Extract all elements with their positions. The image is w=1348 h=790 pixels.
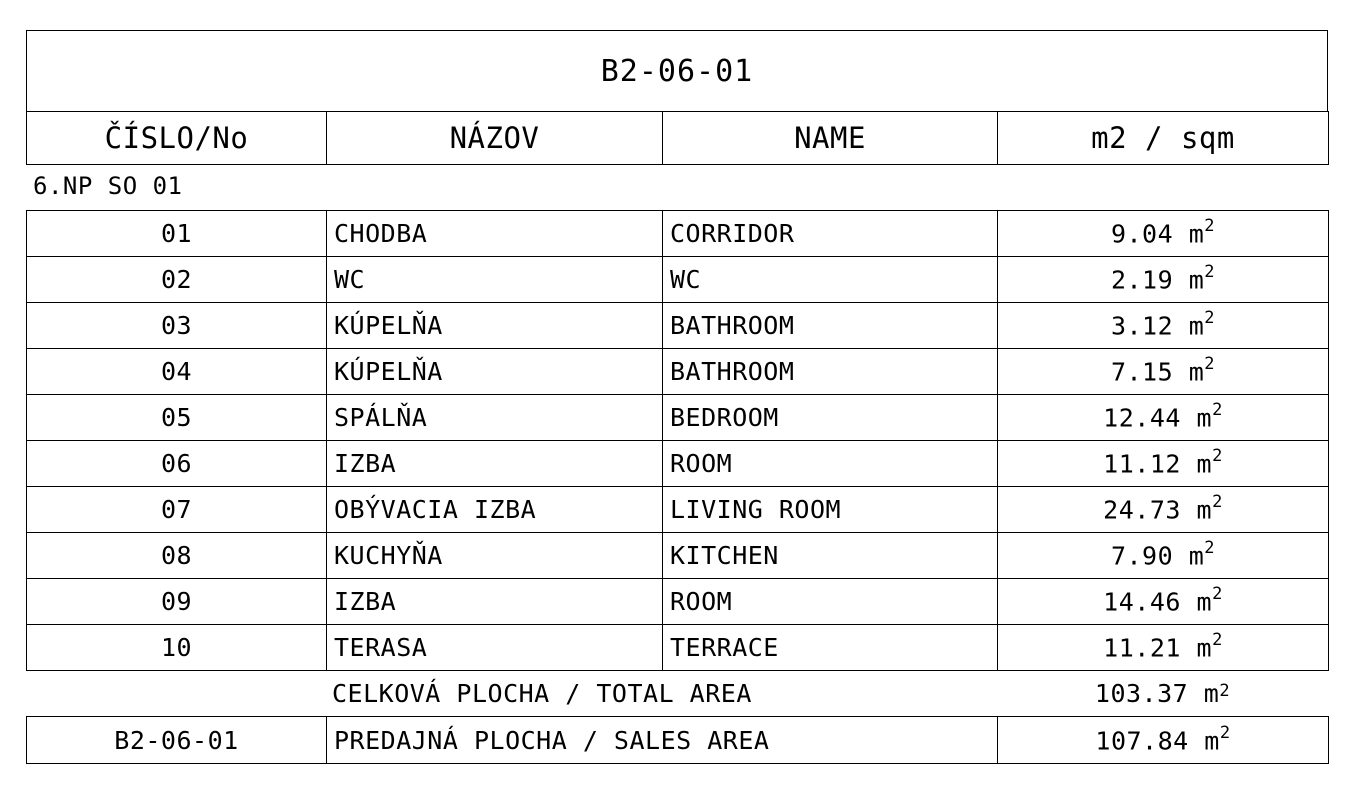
table-row xyxy=(27,487,1329,533)
total-area-exp: 2 xyxy=(1219,681,1231,701)
room-no: 10 xyxy=(27,625,327,671)
room-area-number: 11.12 xyxy=(1103,449,1181,479)
sales-unit-no: B2-06-01 xyxy=(27,717,327,764)
room-area-unit: m xyxy=(1196,403,1213,433)
room-no: 03 xyxy=(27,303,327,349)
room-area-unit: m xyxy=(1196,495,1213,525)
room-name: ROOM xyxy=(663,441,998,487)
header-area: m2 / sqm xyxy=(998,112,1329,165)
room-area-number: 3.12 xyxy=(1110,311,1174,341)
room-area-exp: 2 xyxy=(1204,308,1216,329)
room-area-exp: 2 xyxy=(1212,630,1223,651)
room-name: BEDROOM xyxy=(663,395,998,441)
room-nazov: KÚPELŇA xyxy=(327,303,663,349)
room-area xyxy=(998,395,1329,441)
room-no: 06 xyxy=(27,441,327,487)
room-area-exp: 2 xyxy=(1212,400,1223,421)
header-nazov: NÁZOV xyxy=(327,112,663,165)
room-nazov: OBÝVACIA IZBA xyxy=(327,487,663,533)
sales-area-exp: 2 xyxy=(1219,722,1231,743)
room-area-number: 12.44 xyxy=(1103,403,1181,433)
sales-area-number: 107.84 xyxy=(1095,726,1189,756)
room-area-number: 7.90 xyxy=(1110,541,1174,571)
room-no: 09 xyxy=(27,579,327,625)
table-row xyxy=(27,533,1329,579)
room-area-unit: m xyxy=(1196,449,1213,479)
room-table xyxy=(26,210,1329,671)
room-nazov: IZBA xyxy=(327,579,663,625)
room-area-unit: m xyxy=(1188,357,1205,387)
room-no: 08 xyxy=(27,533,327,579)
sales-area-row xyxy=(26,716,1329,764)
room-nazov: IZBA xyxy=(327,441,663,487)
room-area xyxy=(998,579,1329,625)
table-header xyxy=(26,111,1329,165)
room-area xyxy=(998,211,1329,257)
room-area-unit: m xyxy=(1188,541,1205,571)
room-area-unit: m xyxy=(1188,311,1205,341)
sales-area-value xyxy=(998,717,1329,764)
room-area-number: 14.46 xyxy=(1103,587,1181,617)
header-no: ČÍSLO/No xyxy=(27,112,327,165)
room-area xyxy=(998,303,1329,349)
room-no: 07 xyxy=(27,487,327,533)
room-area xyxy=(998,441,1329,487)
room-area-exp: 2 xyxy=(1212,492,1223,513)
room-area-unit: m xyxy=(1188,219,1205,249)
room-name: LIVING ROOM xyxy=(663,487,998,533)
room-area xyxy=(998,487,1329,533)
room-name: CORRIDOR xyxy=(663,211,998,257)
room-area-exp: 2 xyxy=(1212,584,1223,605)
room-name: TERRACE xyxy=(663,625,998,671)
room-area-number: 9.04 xyxy=(1110,219,1174,249)
room-name: WC xyxy=(663,257,998,303)
room-area-number: 11.21 xyxy=(1103,633,1181,663)
table-row xyxy=(27,349,1329,395)
room-no: 02 xyxy=(27,257,327,303)
room-area xyxy=(998,349,1329,395)
room-area-exp: 2 xyxy=(1204,538,1216,559)
table-row xyxy=(27,395,1329,441)
room-area-exp: 2 xyxy=(1204,354,1216,375)
room-no: 05 xyxy=(27,395,327,441)
room-name: KITCHEN xyxy=(663,533,998,579)
room-no: 01 xyxy=(27,211,327,257)
header-name: NAME xyxy=(663,112,998,165)
room-area-exp: 2 xyxy=(1212,446,1223,467)
sales-area-unit: m xyxy=(1204,726,1220,756)
table-row xyxy=(27,257,1329,303)
room-area-unit: m xyxy=(1196,633,1213,663)
room-area xyxy=(998,257,1329,303)
section-label: 6.NP SO 01 xyxy=(33,172,183,200)
total-area-value xyxy=(997,670,1328,716)
room-area-unit: m xyxy=(1188,265,1205,295)
room-area-unit: m xyxy=(1196,587,1213,617)
room-area-number: 24.73 xyxy=(1103,495,1181,525)
room-name: BATHROOM xyxy=(663,349,998,395)
room-area-number: 7.15 xyxy=(1110,357,1174,387)
room-name: ROOM xyxy=(663,579,998,625)
room-name: BATHROOM xyxy=(663,303,998,349)
room-area-exp: 2 xyxy=(1204,216,1216,237)
room-nazov: WC xyxy=(327,257,663,303)
sales-area-label: PREDAJNÁ PLOCHA / SALES AREA xyxy=(327,717,998,764)
schedule-title: B2-06-01 xyxy=(26,30,1328,112)
room-nazov: SPÁLŇA xyxy=(327,395,663,441)
total-area-number: 103.37 xyxy=(1094,678,1189,708)
table-row xyxy=(27,441,1329,487)
room-area xyxy=(998,625,1329,671)
total-area-label: CELKOVÁ PLOCHA / TOTAL AREA xyxy=(332,678,752,708)
room-nazov: KÚPELŇA xyxy=(327,349,663,395)
room-area xyxy=(998,533,1329,579)
room-nazov: KUCHYŇA xyxy=(327,533,663,579)
room-nazov: CHODBA xyxy=(327,211,663,257)
room-area-number: 2.19 xyxy=(1110,265,1174,295)
table-row xyxy=(27,211,1329,257)
table-row xyxy=(27,625,1329,671)
total-area-unit: m xyxy=(1203,678,1220,708)
room-area-exp: 2 xyxy=(1204,262,1216,283)
room-no: 04 xyxy=(27,349,327,395)
table-row xyxy=(27,579,1329,625)
table-row xyxy=(27,303,1329,349)
room-nazov: TERASA xyxy=(327,625,663,671)
